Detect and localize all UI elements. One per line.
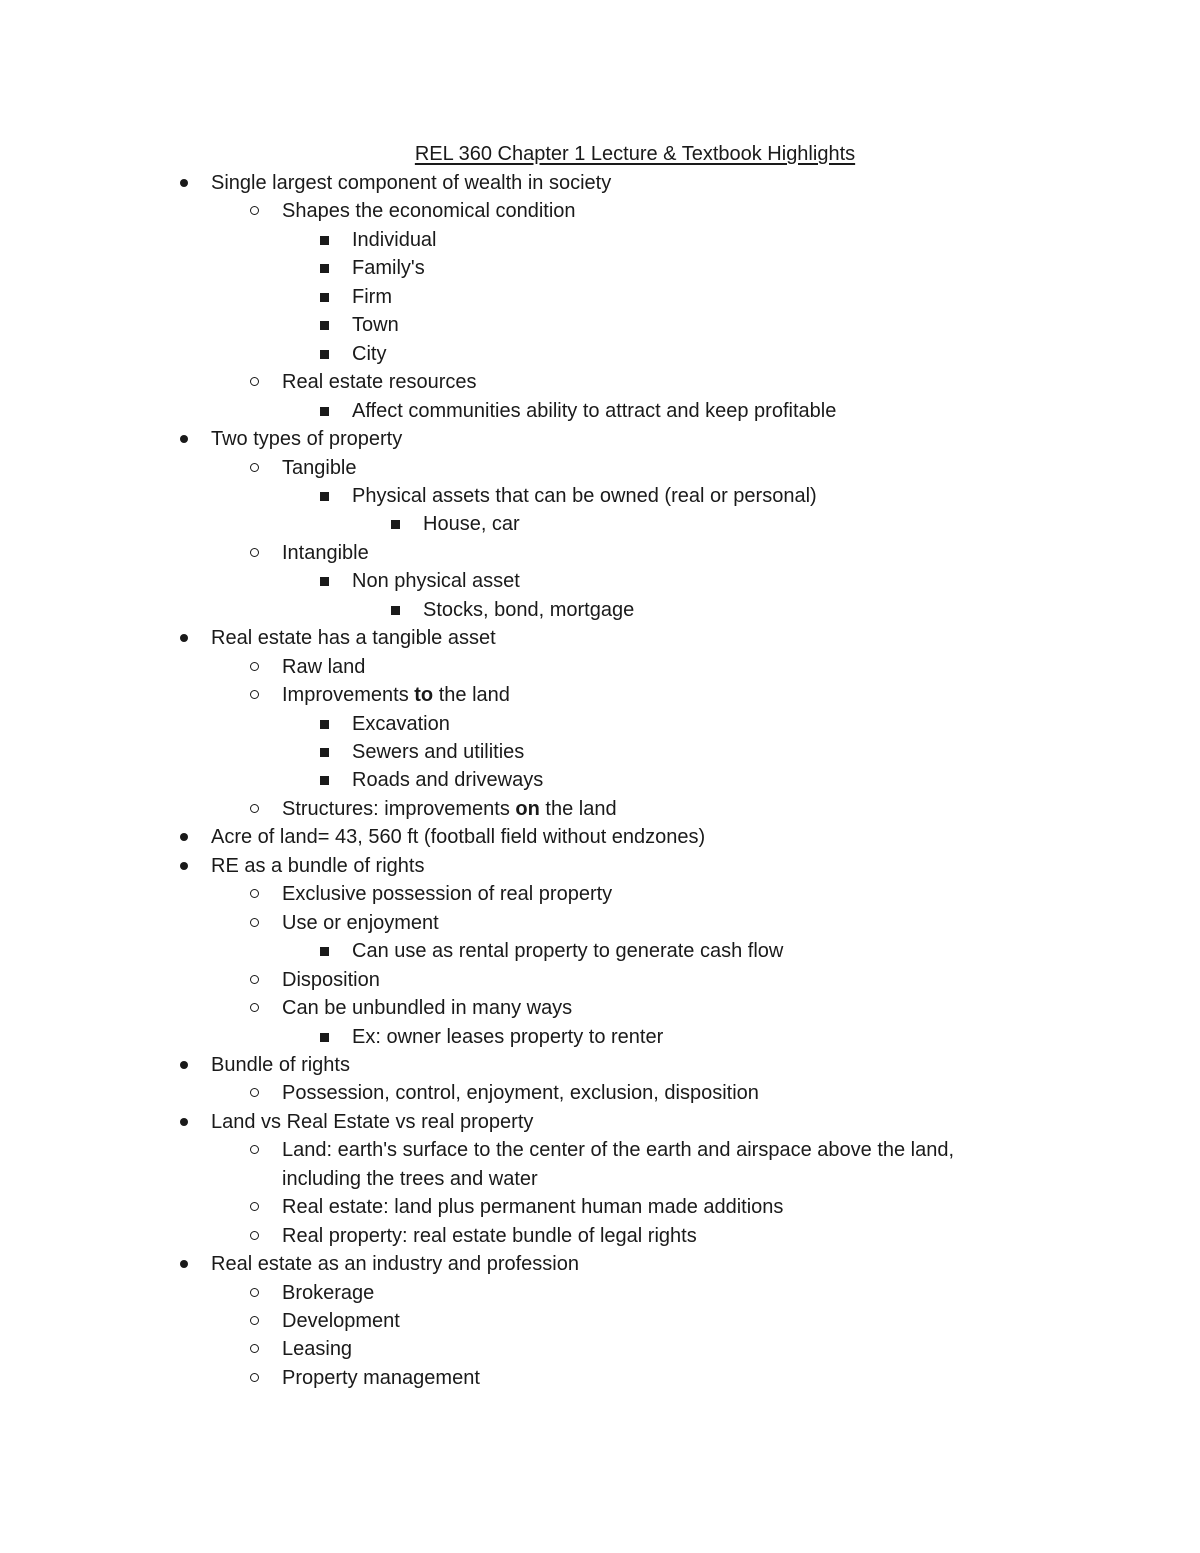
list-item-text: Raw land xyxy=(282,656,366,678)
bullet-square-icon xyxy=(320,350,329,359)
page-title: REL 360 Chapter 1 Lecture & Textbook Highlights xyxy=(414,143,856,165)
list-item-text: City xyxy=(352,343,387,365)
list-item-text: Ex: owner leases property to renter xyxy=(352,1026,664,1048)
list-item-level-1 xyxy=(211,1051,350,1079)
list-item-text: Firm xyxy=(352,286,392,308)
list-item-level-3 xyxy=(352,254,425,282)
list-item-level-3 xyxy=(352,1023,663,1051)
bullet-square-icon xyxy=(320,293,329,302)
list-item-text: Physical assets that can be owned (real or personal) xyxy=(352,485,817,507)
list-item-level-3 xyxy=(352,567,520,595)
list-item-text: Development xyxy=(282,1310,400,1332)
list-item-level-2 xyxy=(282,454,357,482)
list-item-level-4 xyxy=(423,596,634,624)
bullet-circle-icon xyxy=(250,1288,259,1297)
bullet-square-icon xyxy=(320,577,329,586)
bullet-square-icon xyxy=(320,492,329,501)
bullet-circle-icon xyxy=(250,463,259,472)
list-item-text: Possession, control, enjoyment, exclusion, disposition xyxy=(282,1082,759,1104)
list-item-level-1 xyxy=(211,624,496,652)
list-item-text: Single largest component of wealth in society xyxy=(211,172,612,194)
list-item-text: Stocks, bond, mortgage xyxy=(423,599,635,621)
bullet-square-icon xyxy=(391,520,400,529)
list-item-text: Land vs Real Estate vs real property xyxy=(211,1111,534,1133)
list-item-text: Shapes the economical condition xyxy=(282,200,576,222)
bullet-circle-icon xyxy=(250,1231,259,1240)
bullet-square-icon xyxy=(320,748,329,757)
list-item-text: Roads and driveways xyxy=(352,769,544,791)
bullet-circle-icon xyxy=(250,1088,259,1097)
list-item-text: Leasing xyxy=(282,1338,353,1360)
bullet-circle-icon xyxy=(250,548,259,557)
bullet-square-icon xyxy=(391,606,400,615)
list-item-level-3 xyxy=(352,311,399,339)
bullet-disc-icon xyxy=(180,833,188,841)
list-item-level-3 xyxy=(352,397,836,425)
list-item-level-1 xyxy=(211,425,402,453)
emphasis-text: to xyxy=(414,684,434,706)
list-item-level-2 xyxy=(282,1307,400,1335)
list-item-level-2 xyxy=(282,368,477,396)
bullet-square-icon xyxy=(320,236,329,245)
list-item-text: Non physical asset xyxy=(352,570,520,592)
list-item-text: Town xyxy=(352,314,399,336)
list-item-text: Property management xyxy=(282,1367,480,1389)
bullet-circle-icon xyxy=(250,1202,259,1211)
list-item-text: Family's xyxy=(352,257,425,279)
list-item-level-3 xyxy=(352,226,437,254)
bullet-square-icon xyxy=(320,720,329,729)
bullet-disc-icon xyxy=(180,1118,188,1126)
list-item-text: Real estate resources xyxy=(282,371,477,393)
list-item-text: Excavation xyxy=(352,713,450,735)
list-item-level-3 xyxy=(352,340,386,368)
bullet-disc-icon xyxy=(180,179,188,187)
list-item-text: Improvements xyxy=(282,684,415,706)
bullet-square-icon xyxy=(320,776,329,785)
list-item-level-2 xyxy=(282,197,576,225)
list-item-level-2 xyxy=(282,1136,954,1164)
list-item-level-3 xyxy=(352,738,524,766)
list-item-text: Disposition xyxy=(282,969,380,991)
bullet-circle-icon xyxy=(250,662,259,671)
bullet-circle-icon xyxy=(250,975,259,984)
bullet-square-icon xyxy=(320,321,329,330)
list-item-level-2 xyxy=(282,1335,352,1363)
list-item-level-2 xyxy=(282,1222,697,1250)
list-item-level-2 xyxy=(282,1279,374,1307)
list-item-level-3 xyxy=(352,283,392,311)
list-item-text: Land: earth's surface to the center of the earth and airspace above the land, xyxy=(282,1139,955,1161)
bullet-circle-icon xyxy=(250,1316,259,1325)
bullet-disc-icon xyxy=(180,862,188,870)
bullet-square-icon xyxy=(320,947,329,956)
list-item-level-3 xyxy=(352,482,817,510)
list-item-level-4 xyxy=(423,510,520,538)
bullet-circle-icon xyxy=(250,1145,259,1154)
list-item-level-1 xyxy=(211,1108,533,1136)
emphasis-text: on xyxy=(515,798,540,820)
list-item-level-2 xyxy=(282,653,365,681)
list-item-text: including the trees and water xyxy=(282,1168,538,1190)
list-item-text: Acre of land= 43, 560 ft (football field without endzones) xyxy=(211,826,706,848)
bullet-circle-icon xyxy=(250,1373,259,1382)
list-item-text: Tangible xyxy=(282,457,357,479)
list-item-level-2 xyxy=(282,909,439,937)
bullet-circle-icon xyxy=(250,918,259,927)
list-item-level-3 xyxy=(352,766,543,794)
list-item-level-2 xyxy=(282,994,572,1022)
bullet-disc-icon xyxy=(180,634,188,642)
list-item-level-2 xyxy=(282,1364,480,1392)
list-item-text: Real property: real estate bundle of legal rights xyxy=(282,1225,697,1247)
list-item-level-3 xyxy=(352,937,783,965)
list-item-level-2 xyxy=(282,880,612,908)
bullet-circle-icon xyxy=(250,206,259,215)
list-item-text: the land xyxy=(433,684,510,706)
list-item-text: Real estate as an industry and profession xyxy=(211,1253,579,1275)
list-item-text: Affect communities ability to attract and keep profitable xyxy=(352,400,837,422)
list-item-level-1 xyxy=(211,852,424,880)
list-item-level-1 xyxy=(211,169,611,197)
bullet-square-icon xyxy=(320,264,329,273)
bullet-circle-icon xyxy=(250,690,259,699)
list-item-level-2 xyxy=(282,795,617,823)
list-item-level-1 xyxy=(211,1250,579,1278)
bullet-circle-icon xyxy=(250,1003,259,1012)
list-item-text: Use or enjoyment xyxy=(282,912,439,934)
bullet-circle-icon xyxy=(250,377,259,386)
list-item-level-3 xyxy=(352,710,450,738)
list-item-text: Real estate has a tangible asset xyxy=(211,627,496,649)
list-item-level-2 xyxy=(282,966,380,994)
list-item-level-2 xyxy=(282,1079,759,1107)
list-item-text: House, car xyxy=(423,513,520,535)
list-item-text: Intangible xyxy=(282,542,369,564)
list-item-text: Real estate: land plus permanent human made additions xyxy=(282,1196,784,1218)
list-item-text: Two types of property xyxy=(211,428,403,450)
bullet-disc-icon xyxy=(180,435,188,443)
bullet-circle-icon xyxy=(250,804,259,813)
bullet-disc-icon xyxy=(180,1260,188,1268)
list-item-text: Exclusive possession of real property xyxy=(282,883,613,905)
list-item-text: Individual xyxy=(352,229,437,251)
list-item-text: Brokerage xyxy=(282,1282,375,1304)
list-item-text: Bundle of rights xyxy=(211,1054,350,1076)
list-item-level-2 xyxy=(282,539,369,567)
bullet-circle-icon xyxy=(250,889,259,898)
list-item-text: RE as a bundle of rights xyxy=(211,855,425,877)
list-item-level-1 xyxy=(211,823,705,851)
list-item-level-2 xyxy=(282,1193,783,1221)
list-item-text: Structures: improvements xyxy=(282,798,516,820)
list-item-text: Can be unbundled in many ways xyxy=(282,997,573,1019)
list-item-level-2 xyxy=(282,681,510,709)
list-item-text: the land xyxy=(539,798,617,820)
bullet-disc-icon xyxy=(180,1061,188,1069)
list-item-continuation xyxy=(282,1165,538,1193)
bullet-square-icon xyxy=(320,407,329,416)
bullet-circle-icon xyxy=(250,1344,259,1353)
bullet-square-icon xyxy=(320,1033,329,1042)
list-item-text: Sewers and utilities xyxy=(352,741,525,763)
list-item-text: Can use as rental property to generate cash flow xyxy=(352,940,784,962)
